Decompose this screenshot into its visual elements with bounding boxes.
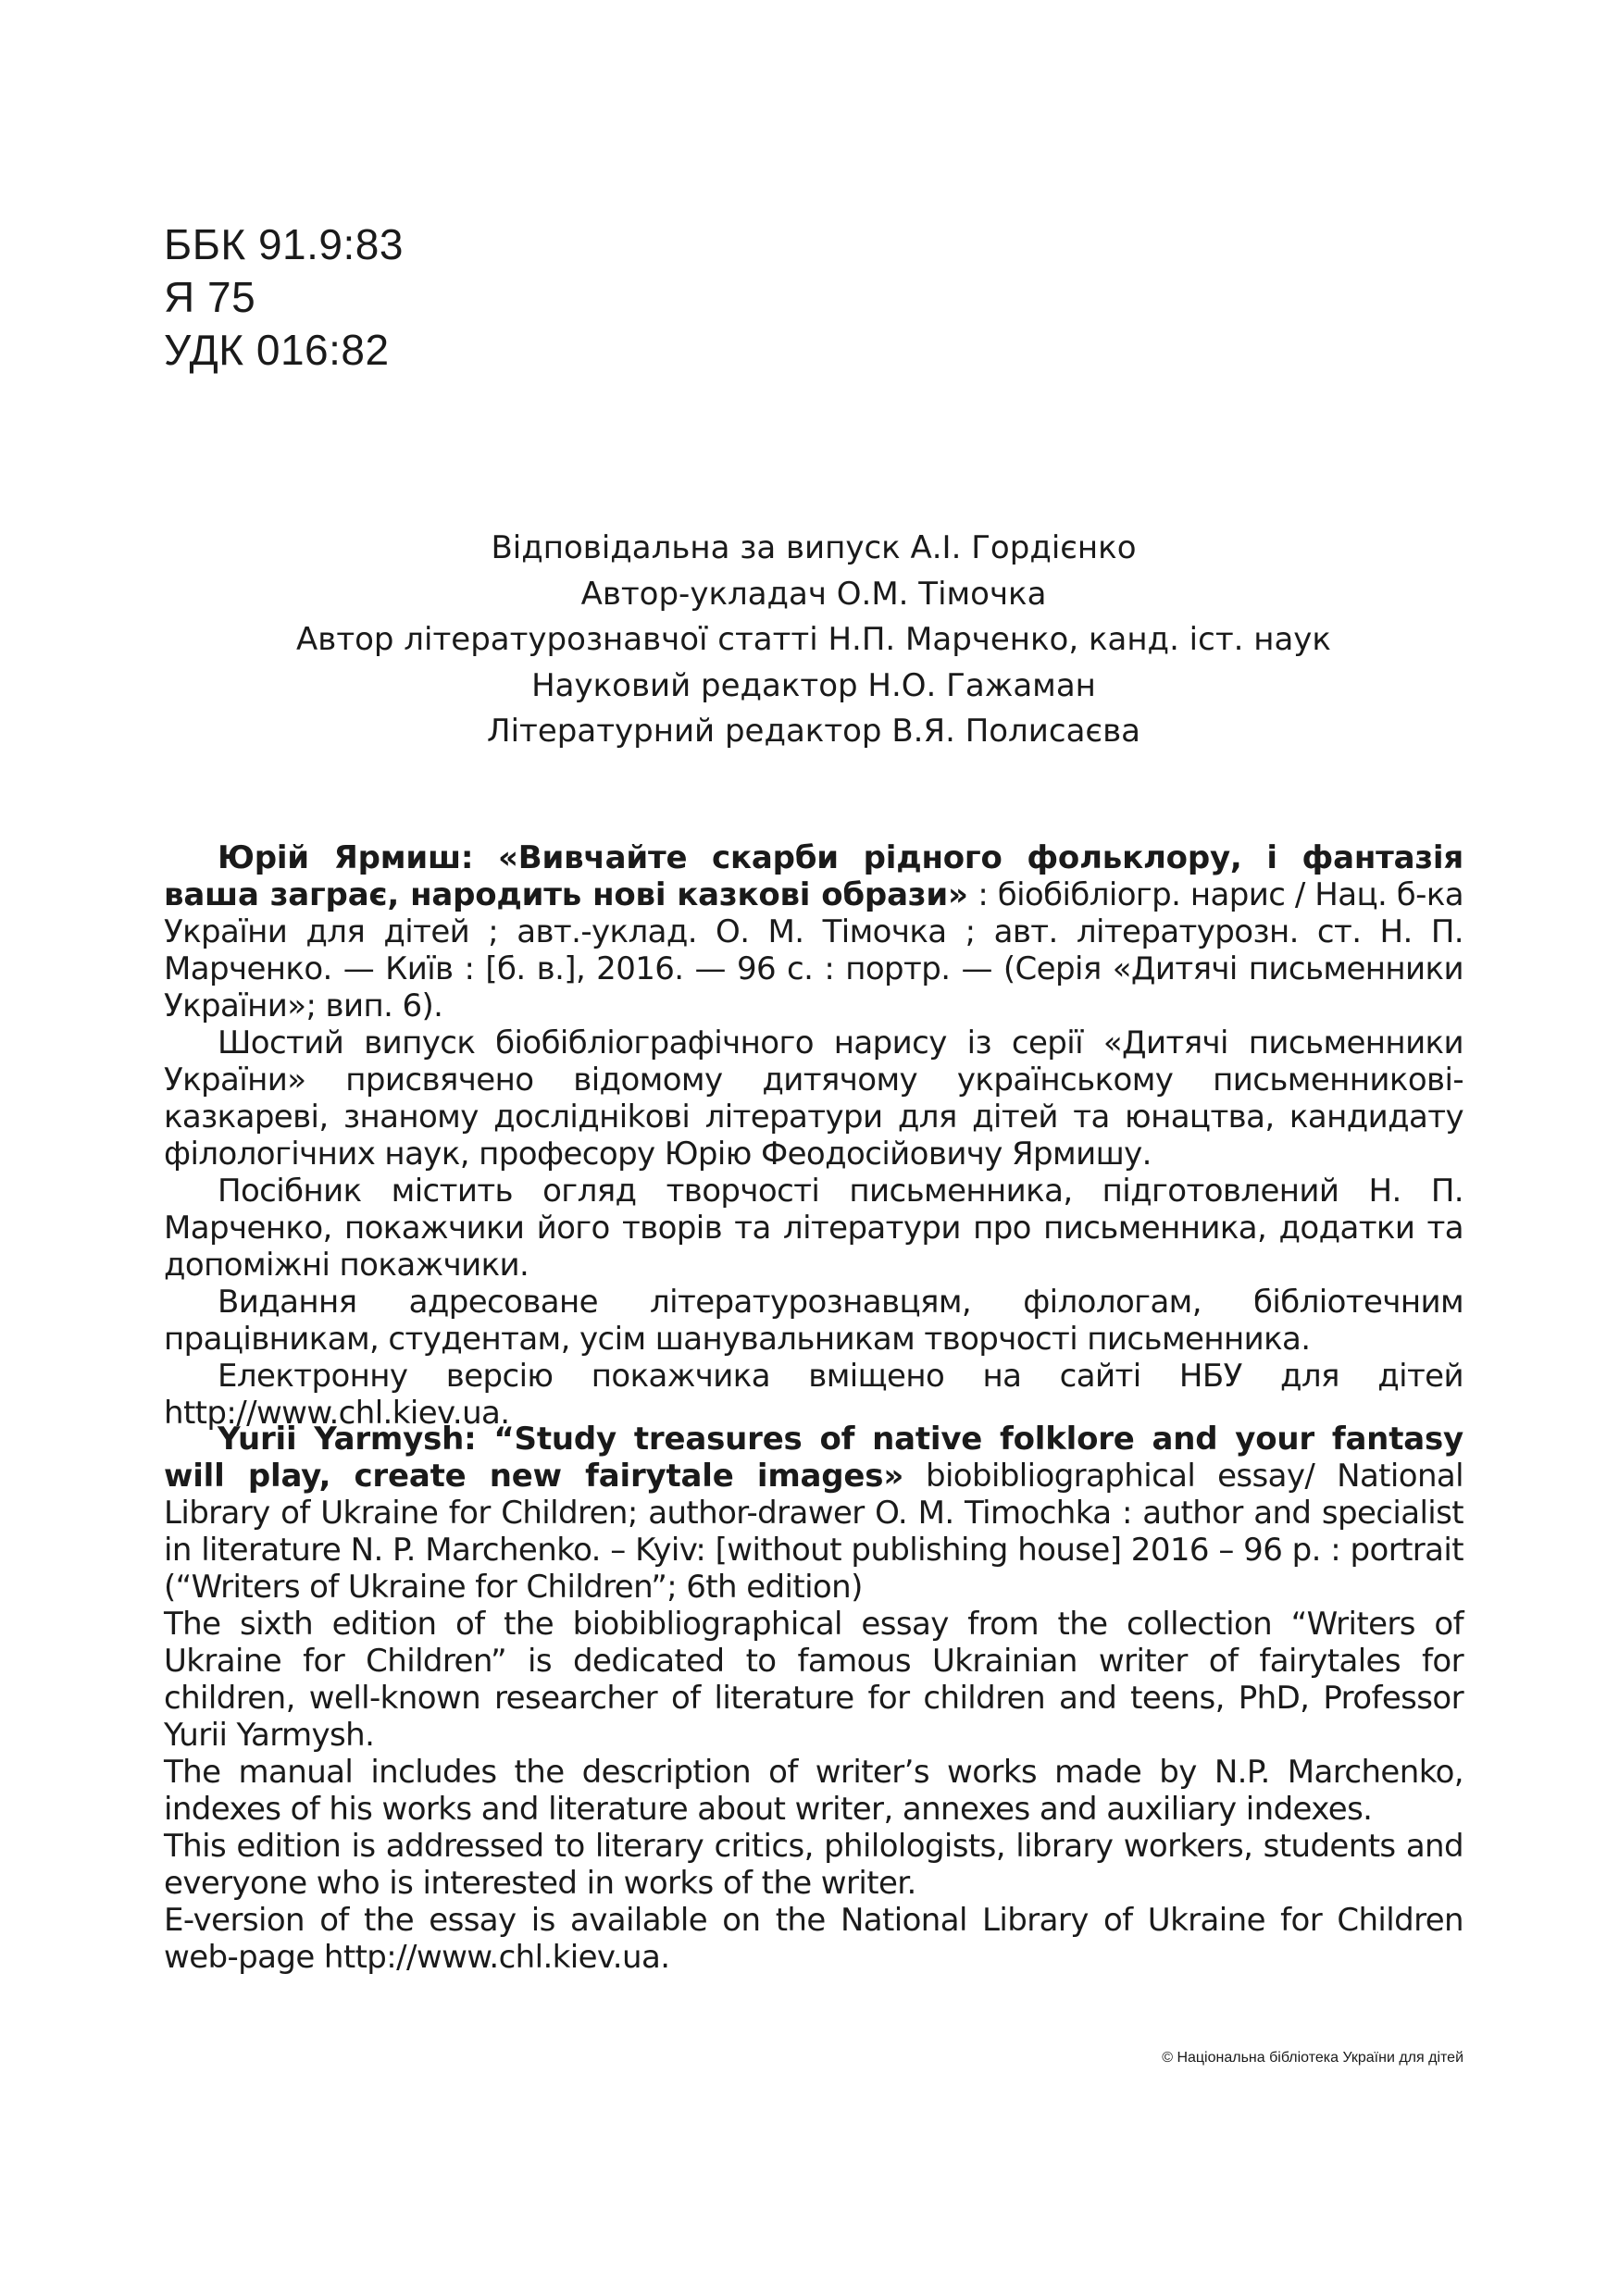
copyright-notice: © Національна бібліотека України для дітей xyxy=(1162,2050,1463,2066)
credit-line: Автор-укладач О.М. Тімочка xyxy=(580,575,1047,613)
ukrainian-abstract xyxy=(164,839,1463,1432)
english-paragraph: E-version of the essay is available on the National Library of Ukraine for Children web-page http://www.chl.kiev.ua. xyxy=(164,1902,1463,1976)
credit-line: Автор літературознавчої статті Н.П. Марченко, канд. іст. наук xyxy=(296,621,1331,658)
ukrainian-paragraph: Посібник містить огляд творчості письменника, підготовлений Н. П. Марченко, покажчики його творів та літератури про письменника, додатки та допоміжні покажчики. xyxy=(164,1173,1463,1284)
english-paragraph: This edition is addressed to literary critics, philologists, library workers, students and everyone who is interested in works of the writer. xyxy=(164,1828,1463,1902)
ukrainian-paragraph: Шостий випуск біобібліографічного нарису із серії «Дитячі письменники України» присвячено відомому дитячому українському письменникові-казкареві, знаному досліднikові літератури для дітей та юнацтва, кандидату філологічних наук, професору Юрію Феодосійовичу Ярмишу. xyxy=(164,1024,1463,1173)
ukrainian-bibliographic-details: : біобібліогр. нарис / Нац. б-ка України для дітей ; авт.-уклад. О. М. Тімочка ; авт. літературозн. ст. Н. П. Марченко. — Київ : [б. в.], 2016. — 96 с. : портр. — (Серія «Дитячі письменники України»; вип. 6). xyxy=(164,876,1463,1024)
credit-line: Науковий редактор Н.О. Гажаман xyxy=(531,666,1096,704)
ukrainian-title: Юрій Ярмиш: «Вивчайте скарби рідного фольклору, і фантазія ваша заграє, народить нові казкові образи» xyxy=(164,839,1463,913)
bbk-code: ББК 91.9:83 xyxy=(164,220,404,268)
credits-block xyxy=(164,526,1463,755)
english-bibliographic-details: biobibliographical essay/ National Library of Ukraine for Children; author-drawer O. M. Timochka : author and specialist in literature N. P. Marchenko. – Kyiv: [without publishing house] 2016 – 96 p. : portrait (“Writers of Ukraine for Children”; 6th edition) xyxy=(164,1458,1463,1606)
author-mark: Я 75 xyxy=(164,273,256,321)
english-citation xyxy=(164,1421,1463,1606)
copyright-block xyxy=(164,2050,1463,2066)
credit-line: Відповідальна за випуск А.І. Гордієнко xyxy=(491,529,1137,566)
classification-codes xyxy=(164,218,404,377)
ukrainian-citation xyxy=(164,839,1463,1024)
english-paragraph: The sixth edition of the biobibliographical essay from the collection “Writers of Ukraine for Children” is dedicated to famous Ukrainian writer of fairytales for children, well-known researcher of literature for children and teens, PhD, Professor Yurii Yarmysh. xyxy=(164,1606,1463,1754)
credit-line: Літературний редактор В.Я. Полисаєва xyxy=(487,713,1140,750)
english-paragraph: The manual includes the description of writer’s works made by N.P. Marchenko, indexes of his works and literature about writer, annexes and auxiliary indexes. xyxy=(164,1754,1463,1828)
udk-code: УДК 016:82 xyxy=(164,326,390,374)
ukrainian-paragraph: Електронну версію покажчика вміщено на сайті НБУ для дітей http://www.chl.kiev.ua. xyxy=(164,1358,1463,1432)
english-abstract xyxy=(164,1421,1463,1976)
ukrainian-paragraph: Видання адресоване літературознавцям, філологам, бібліотечним працівникам, студентам, усім шанувальникам творчості письменника. xyxy=(164,1284,1463,1358)
english-title: Yurii Yarmysh: “Study treasures of native folklore and your fantasy will play, create new fairytale images» xyxy=(164,1421,1463,1495)
